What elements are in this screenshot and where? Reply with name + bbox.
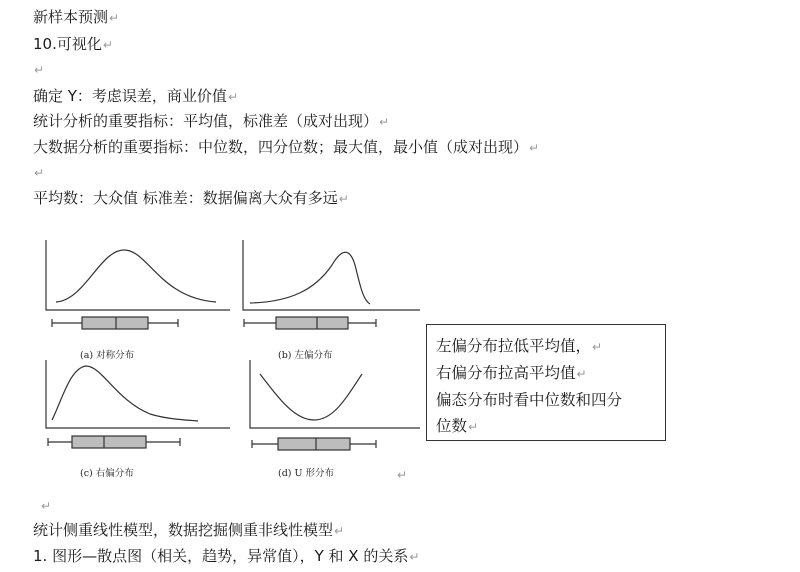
doc-line-5: 统计分析的重要指标：平均值，标准差（成对出现）↵ <box>33 112 390 130</box>
doc-line-2: 10.可视化↵ <box>33 35 113 53</box>
doc-line-4: 确定 Y：考虑误差，商业价值↵ <box>33 87 238 105</box>
panel-right-skew <box>46 360 230 448</box>
paragraph-mark-icon: ↵ <box>576 367 587 381</box>
paragraph-mark-icon: ↵ <box>34 63 45 77</box>
doc-line-6: 大数据分析的重要指标：中位数，四分位数；最大值，最小值（成对出现）↵ <box>33 138 540 156</box>
paragraph-mark-icon: ↵ <box>227 90 238 104</box>
note-line-4: 位数↵ <box>436 417 479 435</box>
paragraph-mark-icon: ↵ <box>334 524 345 538</box>
paragraph-mark-icon: ↵ <box>468 420 479 434</box>
paragraph-mark-icon: ↵ <box>41 499 52 513</box>
paragraph-mark-icon: ↵ <box>338 192 349 206</box>
doc-line-8: 平均数：大众值 标准差：数据偏离大众有多远↵ <box>33 189 349 207</box>
paragraph-mark-icon: ↵ <box>529 141 540 155</box>
paragraph-mark-icon: ↵ <box>592 340 603 354</box>
paragraph-mark-icon: ↵ <box>409 550 420 564</box>
doc-line-7 <box>33 162 44 183</box>
note-line-1: 左偏分布拉低平均值，↵ <box>436 337 603 355</box>
caption-d: (d) U 形分布 <box>278 468 335 479</box>
panel-u-shape <box>250 360 420 450</box>
panel-symmetric <box>46 240 230 329</box>
doc-line-11: 1. 图形—散点图（相关，趋势，异常值），Y 和 X 的关系↵ <box>33 547 420 565</box>
note-line-2: 右偏分布拉高平均值↵ <box>436 364 587 382</box>
paragraph-mark-icon: ↵ <box>397 468 408 482</box>
doc-line-3 <box>33 59 44 80</box>
paragraph-mark-icon: ↵ <box>109 11 120 25</box>
panel-left-skew <box>243 240 420 329</box>
doc-line-10: 统计侧重线性模型，数据挖掘侧重非线性模型↵ <box>33 521 345 539</box>
paragraph-mark-icon: ↵ <box>102 38 113 52</box>
paragraph-mark-icon: ↵ <box>379 115 390 129</box>
note-line-3: 偏态分布时看中位数和四分 <box>436 391 623 409</box>
caption-c: (c) 右偏分布 <box>80 468 134 479</box>
doc-line-9 <box>40 495 51 516</box>
paragraph-mark-icon: ↵ <box>34 166 45 180</box>
caption-b: (b) 左偏分布 <box>278 350 333 361</box>
note-box <box>426 324 666 441</box>
doc-line-1: 新样本预测↵ <box>33 8 120 26</box>
caption-a: (a) 对称分布 <box>80 350 135 361</box>
